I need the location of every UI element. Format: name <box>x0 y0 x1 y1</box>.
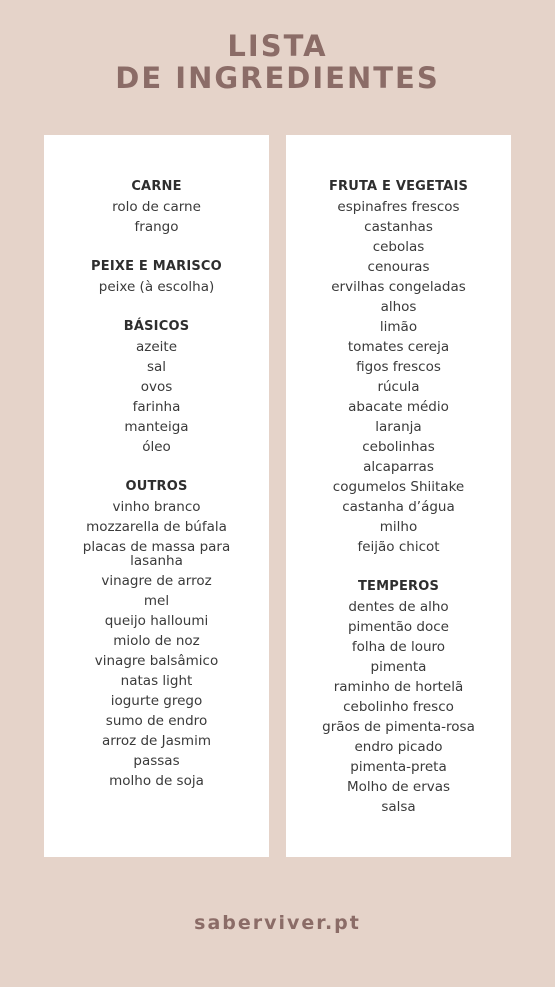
section-title: TEMPEROS <box>357 579 440 594</box>
list-item: pimenta <box>370 659 427 675</box>
list-item: rúcula <box>377 379 420 395</box>
list-item: mozzarella de búfala <box>86 519 227 535</box>
site-url: saberviver.pt <box>194 912 361 934</box>
list-item: molho de soja <box>109 773 204 789</box>
list-item: raminho de hortelã <box>333 679 464 695</box>
right-column-card <box>286 135 511 857</box>
list-item: castanha d’água <box>342 499 455 515</box>
list-item: cebolas <box>372 239 425 255</box>
list-item: espinafres frescos <box>337 199 460 215</box>
section-temperos <box>286 577 511 817</box>
list-item: salsa <box>381 799 416 815</box>
list-item: figos frescos <box>356 359 441 375</box>
section-title: BÁSICOS <box>123 319 190 334</box>
title-line-2: DE INGREDIENTES <box>115 61 440 95</box>
list-item: rolo de carne <box>112 199 201 215</box>
list-item: sumo de endro <box>105 713 208 729</box>
list-item: vinagre de arroz <box>101 573 212 589</box>
list-item: cebolinho fresco <box>343 699 454 715</box>
list-item: óleo <box>142 439 171 455</box>
list-item: frango <box>134 219 179 235</box>
list-item: miolo de noz <box>113 633 200 649</box>
list-item: milho <box>379 519 418 535</box>
list-item: manteiga <box>124 419 189 435</box>
list-item: endro picado <box>354 739 443 755</box>
list-item: laranja <box>375 419 422 435</box>
list-item: vinho branco <box>112 499 201 515</box>
list-item: abacate médio <box>348 399 449 415</box>
page-title <box>0 30 555 94</box>
list-item: queijo halloumi <box>104 613 209 629</box>
list-item: ervilhas congeladas <box>331 279 466 295</box>
section-carne <box>44 177 269 237</box>
list-item: alcaparras <box>363 459 434 475</box>
section-peixe <box>44 257 269 297</box>
list-item: vinagre balsâmico <box>94 653 219 669</box>
section-title: CARNE <box>131 179 182 194</box>
list-item: placas de massa para lasanha <box>82 539 231 569</box>
list-item: cebolinhas <box>362 439 435 455</box>
list-item: Molho de ervas <box>346 779 451 795</box>
section-outros <box>44 477 269 791</box>
list-item: sal <box>146 359 167 375</box>
section-fruta-vegetais <box>286 177 511 557</box>
section-title: OUTROS <box>125 479 188 494</box>
list-item: feijão chicot <box>357 539 440 555</box>
list-item: dentes de alho <box>348 599 449 615</box>
title-line-1: LISTA <box>227 29 328 63</box>
list-item: azeite <box>135 339 177 355</box>
list-item: grãos de pimenta-rosa <box>322 719 475 735</box>
section-title: FRUTA E VEGETAIS <box>328 179 469 194</box>
list-item: cogumelos Shiitake <box>332 479 465 495</box>
list-item: pimentão doce <box>347 619 449 635</box>
list-item: farinha <box>132 399 181 415</box>
list-item: natas light <box>120 673 193 689</box>
list-item: cenouras <box>367 259 430 275</box>
list-item: ovos <box>140 379 173 395</box>
list-item: alhos <box>380 299 417 315</box>
list-item: tomates cereja <box>347 339 450 355</box>
list-item: folha de louro <box>351 639 446 655</box>
list-item: passas <box>133 753 180 769</box>
list-item: mel <box>143 593 170 609</box>
list-item: limão <box>379 319 418 335</box>
list-item: arroz de Jasmim <box>102 733 211 749</box>
list-item: peixe (à escolha) <box>98 279 215 295</box>
section-basicos <box>44 317 269 457</box>
list-item: castanhas <box>364 219 433 235</box>
section-title: PEIXE E MARISCO <box>91 259 222 274</box>
left-column-card <box>44 135 269 857</box>
list-item: iogurte grego <box>110 693 203 709</box>
list-item: pimenta-preta <box>350 759 447 775</box>
